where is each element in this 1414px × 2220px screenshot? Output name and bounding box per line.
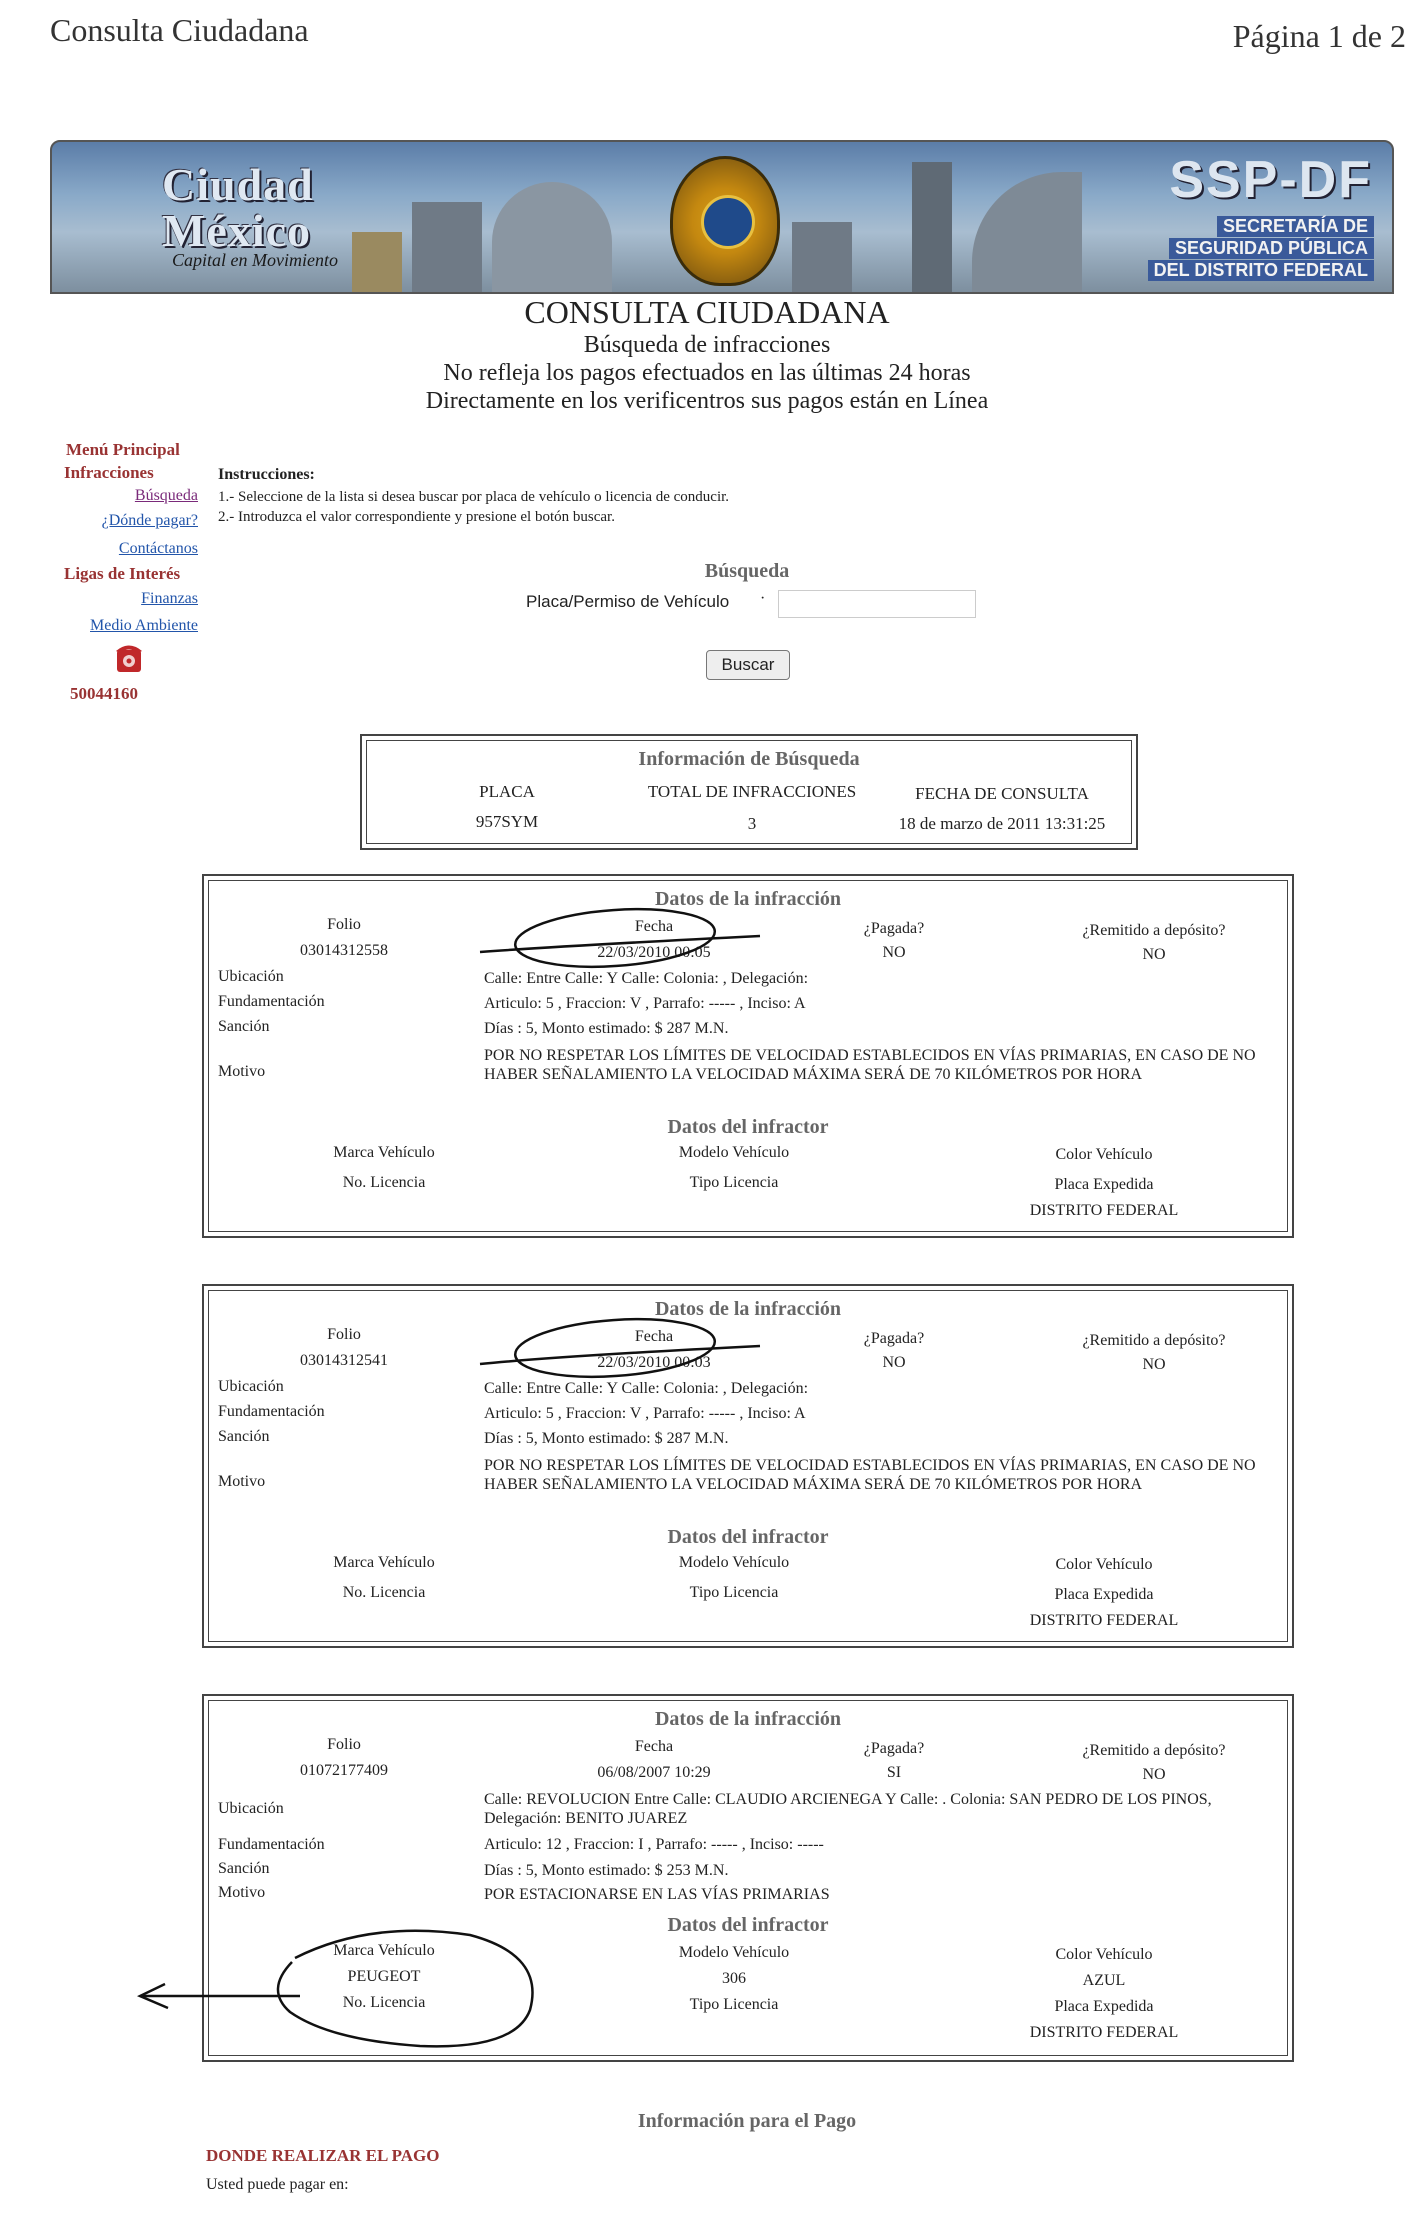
payment-heading: DONDE REALIZAR EL PAGO xyxy=(206,2146,440,2165)
color-value: AZUL xyxy=(1082,1972,1126,1989)
menu-infracciones-heading: Infracciones xyxy=(64,463,154,482)
search-button[interactable]: Buscar xyxy=(706,650,790,680)
payment-text: Usted puede pagar en: xyxy=(206,2176,349,2193)
pagada-label: ¿Pagada? xyxy=(863,1330,925,1347)
folio-label: Folio xyxy=(327,1326,361,1343)
tipo-licencia-label: Tipo Licencia xyxy=(689,1996,779,2013)
fecha-consulta-value: 18 de marzo de 2011 13:31:25 xyxy=(898,814,1106,833)
infraction-data-title: Datos de la infracción xyxy=(654,888,842,910)
city-slogan: Capital en Movimiento xyxy=(172,250,338,270)
page-header-title: Consulta Ciudadana xyxy=(50,12,309,48)
pagada-value: NO xyxy=(882,1354,906,1371)
page-subtitle: Búsqueda de infracciones xyxy=(583,332,831,358)
marca-label: Marca Vehículo xyxy=(333,1554,435,1571)
folio-value: 01072177409 xyxy=(300,1762,388,1779)
fundamentacion-label: Fundamentación xyxy=(218,993,325,1010)
motivo-value: POR NO RESPETAR LOS LÍMITES DE VELOCIDAD ESTABLECIDOS EN VÍAS PRIMARIAS, EN CASO DE NO HABER SEÑALAMIENTO LA VELOCIDAD MÁXIMA SERÁ DE 70 KILÓMETROS POR HORA xyxy=(484,1047,1256,1083)
sancion-label: Sanción xyxy=(218,1428,270,1445)
sancion-label: Sanción xyxy=(218,1018,270,1035)
fecha-label: Fecha xyxy=(634,918,674,935)
remitido-value: NO xyxy=(1142,946,1166,963)
marca-value: PEUGEOT xyxy=(347,1968,421,1985)
placa-label: PLACA xyxy=(479,782,535,801)
ubicacion-value: Calle: REVOLUCION Entre Calle: CLAUDIO ARCIENEGA Y Calle: . Colonia: SAN PEDRO DE LOS PINOS, Delegación: BENITO JUAREZ xyxy=(484,1791,1212,1827)
menu-link-medio-ambiente[interactable]: Medio Ambiente xyxy=(90,617,198,634)
fecha-value: 22/03/2010 00:03 xyxy=(597,1354,711,1371)
fecha-value: 22/03/2010 00:05 xyxy=(597,944,711,961)
placa-value: 957SYM xyxy=(475,812,539,831)
menu-principal-heading: Menú Principal xyxy=(66,440,180,459)
marca-label: Marca Vehículo xyxy=(333,1942,435,1959)
ubicacion-label: Ubicación xyxy=(218,1378,284,1395)
licencia-label: No. Licencia xyxy=(342,1174,426,1191)
placa-expedida-value: DISTRITO FEDERAL xyxy=(1029,2024,1179,2041)
remitido-value: NO xyxy=(1142,1766,1166,1783)
infraction-data-title: Datos de la infracción xyxy=(654,1708,842,1730)
remitido-value: NO xyxy=(1142,1356,1166,1373)
pagada-value: SI xyxy=(886,1764,902,1781)
ubicacion-value: Calle: Entre Calle: Y Calle: Colonia: , Delegación: xyxy=(484,970,809,987)
placa-expedida-value: DISTRITO FEDERAL xyxy=(1029,1612,1179,1629)
fecha-value: 06/08/2007 10:29 xyxy=(597,1764,711,1781)
marca-label: Marca Vehículo xyxy=(333,1144,435,1161)
fecha-consulta-label: FECHA DE CONSULTA xyxy=(915,784,1089,803)
fundamentacion-value: Articulo: 5 , Fraccion: V , Parrafo: ----- , Inciso: A xyxy=(484,995,806,1012)
remitido-label: ¿Remitido a depósito? xyxy=(1082,1742,1226,1759)
fundamentacion-value: Articulo: 12 , Fraccion: I , Parrafo: ----- , Inciso: ----- xyxy=(484,1836,824,1853)
search-title: Búsqueda xyxy=(704,560,790,582)
ubicacion-label: Ubicación xyxy=(218,968,284,985)
folio-value: 03014312541 xyxy=(300,1352,388,1369)
infractor-data-title: Datos del infractor xyxy=(667,1116,829,1138)
licencia-label: No. Licencia xyxy=(342,1584,426,1601)
sancion-label: Sanción xyxy=(218,1860,270,1877)
menu-link-busqueda[interactable]: Búsqueda xyxy=(134,487,198,504)
city-logo-text: Ciudad México xyxy=(162,159,314,256)
menu-link-finanzas[interactable]: Finanzas xyxy=(141,590,198,607)
modelo-label: Modelo Vehículo xyxy=(678,1554,790,1571)
motivo-value: POR NO RESPETAR LOS LÍMITES DE VELOCIDAD ESTABLECIDOS EN VÍAS PRIMARIAS, EN CASO DE NO HABER SEÑALAMIENTO LA VELOCIDAD MÁXIMA SERÁ DE 70 KILÓMETROS POR HORA xyxy=(484,1457,1256,1493)
folio-label: Folio xyxy=(327,916,361,933)
sancion-value: Días : 5, Monto estimado: $ 287 M.N. xyxy=(484,1430,729,1447)
color-label: Color Vehículo xyxy=(1055,1146,1153,1163)
remitido-label: ¿Remitido a depósito? xyxy=(1082,1332,1226,1349)
folio-label: Folio xyxy=(327,1736,361,1753)
licencia-label: No. Licencia xyxy=(342,1994,426,2011)
pagada-label: ¿Pagada? xyxy=(863,1740,925,1757)
payment-note-2: Directamente en los verificentros sus pagos están en Línea xyxy=(425,388,989,414)
sancion-value: Días : 5, Monto estimado: $ 287 M.N. xyxy=(484,1020,729,1037)
pagada-value: NO xyxy=(882,944,906,961)
ubicacion-label: Ubicación xyxy=(218,1800,284,1817)
placa-expedida-label: Placa Expedida xyxy=(1054,1176,1154,1193)
menu-ligas-heading: Ligas de Interés xyxy=(64,564,181,583)
folio-value: 03014312558 xyxy=(300,942,388,959)
color-label: Color Vehículo xyxy=(1055,1946,1153,1963)
ubicacion-value: Calle: Entre Calle: Y Calle: Colonia: , Delegación: xyxy=(484,1380,809,1397)
menu-link-contactanos[interactable]: Contáctanos xyxy=(118,540,198,557)
ssp-logo-text: SSP-DF xyxy=(1169,151,1372,209)
placa-expedida-label: Placa Expedida xyxy=(1054,1586,1154,1603)
page-title: CONSULTA CIUDADANA xyxy=(524,294,890,330)
ssp-subtitle-1: SECRETARÍA DE xyxy=(1217,216,1374,237)
sancion-value: Días : 5, Monto estimado: $ 253 M.N. xyxy=(484,1862,729,1879)
pagada-label: ¿Pagada? xyxy=(863,920,925,937)
page-number: Página 1 de 2 xyxy=(1232,18,1406,54)
fundamentacion-label: Fundamentación xyxy=(218,1403,325,1420)
instruction-1: 1.- Seleccione de la lista si desea buscar por placa de vehículo o licencia de conducir. xyxy=(218,489,730,505)
ssp-subtitle-2: SEGURIDAD PÚBLICA xyxy=(1169,238,1374,259)
fecha-label: Fecha xyxy=(634,1328,674,1345)
tipo-licencia-label: Tipo Licencia xyxy=(689,1584,779,1601)
instructions-heading: Instrucciones: xyxy=(218,466,315,483)
placa-expedida-label: Placa Expedida xyxy=(1054,1998,1154,2015)
infraction-data-title: Datos de la infracción xyxy=(654,1298,842,1320)
motivo-value: POR ESTACIONARSE EN LAS VÍAS PRIMARIAS xyxy=(484,1886,830,1903)
modelo-label: Modelo Vehículo xyxy=(678,1944,790,1961)
motivo-label: Motivo xyxy=(218,1063,266,1080)
search-label: Placa/Permiso de Vehículo xyxy=(526,592,730,611)
fecha-label: Fecha xyxy=(634,1738,674,1755)
payment-info-title: Información para el Pago xyxy=(637,2110,857,2132)
tipo-licencia-label: Tipo Licencia xyxy=(689,1174,779,1191)
remitido-label: ¿Remitido a depósito? xyxy=(1082,922,1226,939)
total-label: TOTAL DE INFRACCIONES xyxy=(647,782,857,801)
total-value: 3 xyxy=(747,814,757,833)
infractor-data-title: Datos del infractor xyxy=(667,1914,829,1936)
instruction-2: 2.- Introduzca el valor correspondiente y presione el botón buscar. xyxy=(218,509,615,525)
phone-number: 50044160 xyxy=(70,684,138,703)
modelo-label: Modelo Vehículo xyxy=(678,1144,790,1161)
motivo-label: Motivo xyxy=(218,1473,266,1490)
motivo-label: Motivo xyxy=(218,1884,266,1901)
payment-note-1: No refleja los pagos efectuados en las últimas 24 horas xyxy=(443,360,971,386)
search-type-select[interactable]: · xyxy=(760,590,766,607)
fundamentacion-label: Fundamentación xyxy=(218,1836,325,1853)
search-info-title: Información de Búsqueda xyxy=(638,748,860,770)
placa-expedida-value: DISTRITO FEDERAL xyxy=(1029,1202,1179,1219)
modelo-value: 306 xyxy=(722,1970,746,1987)
ssp-subtitle-3: DEL DISTRITO FEDERAL xyxy=(1148,260,1374,281)
color-label: Color Vehículo xyxy=(1055,1556,1153,1573)
fundamentacion-value: Articulo: 5 , Fraccion: V , Parrafo: ----- , Inciso: A xyxy=(484,1405,806,1422)
menu-link-donde-pagar[interactable]: ¿Dónde pagar? xyxy=(101,512,198,529)
infractor-data-title: Datos del infractor xyxy=(667,1526,829,1548)
